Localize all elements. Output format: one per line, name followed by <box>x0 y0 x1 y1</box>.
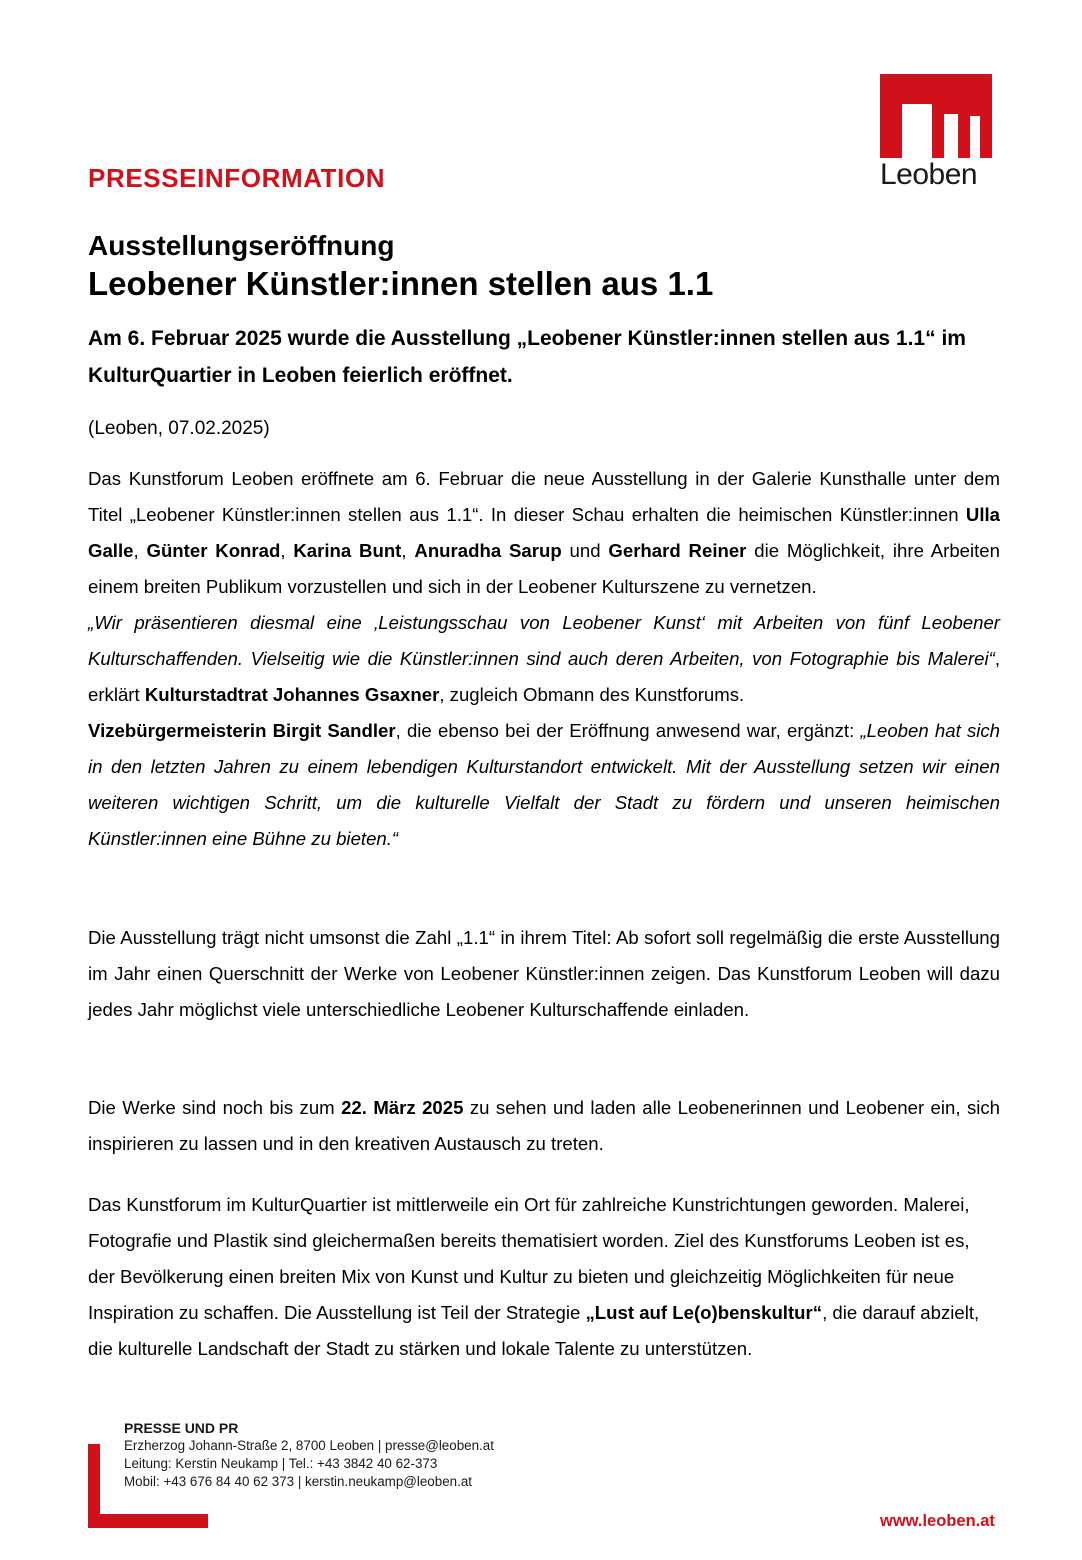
text-segment: Die Werke sind noch bis zum <box>88 1097 342 1118</box>
text-segment: , die ebenso bei der Eröffnung anwesend war, ergänzt: <box>395 720 861 741</box>
paragraph-1 <box>88 461 1000 857</box>
text-segment: , <box>401 540 415 561</box>
paragraph-2: Die Ausstellung trägt nicht umsonst die Zahl „1.1“ in ihrem Titel: Ab sofort soll regelmäßig die erste Ausstellung im Jahr einen Querschnitt der Werke von Leobener Künstler:innen zeigen. Das Kunstforum Leoben will dazu jedes Jahr möglichst viele unterschiedliche Leobener Kulturschaffende einladen. <box>88 927 1000 1020</box>
person-name: Vizebürgermeisterin Birgit Sandler <box>88 720 396 741</box>
text-segment: , <box>280 540 294 561</box>
footer-contact-line: Leitung: Kerstin Neukamp | Tel.: +43 3842 40 62-373 <box>124 1456 438 1471</box>
press-information-label: PRESSEINFORMATION <box>88 163 386 193</box>
dateline: (Leoben, 07.02.2025) <box>88 418 270 439</box>
text-segment: Das Kunstforum Leoben eröffnete am 6. Februar die neue Ausstellung in der Galerie Kunsthalle unter dem Titel „Leobener Künstler:innen stellen aus 1.1“. In dieser Schau erhalten die heimischen Künstler:innen <box>88 468 1000 525</box>
person-name: Kulturstadtrat Johannes Gsaxner <box>144 684 440 705</box>
logo-wordmark: Leoben <box>880 158 978 191</box>
text-segment: zu sehen und laden alle Leobenerinnen und Leobener ein, sich inspirieren zu lassen und in den kreativen Austausch zu treten. <box>88 1097 1001 1154</box>
quote-sandler: „Leoben hat sich in den letzten Jahren zu einem lebendigen Kulturstandort entwickelt. Mit der Ausstellung setzen wir einen weiteren wichtigen Schritt, um die kulturelle Vielfalt der Stadt zu fördern und unseren heimischen Künstler:innen eine Bühne zu bieten.“ <box>88 720 1001 849</box>
text-segment: , <box>133 540 147 561</box>
quote-gsaxner: „Wir präsentieren diesmal eine ‚Leistungsschau von Leobener Kunst‘ mit Arbeiten von fünf Leobener Kulturschaffenden. Vielseitig wie die Künstler:innen sind auch deren Arbeiten, von Fotographie bis Malerei“ <box>88 612 1000 669</box>
artist-name: Anuradha Sarup <box>414 540 562 561</box>
artist-name: Karina Bunt <box>293 540 402 561</box>
end-date: 22. März 2025 <box>341 1097 464 1118</box>
text-segment: die Möglichkeit, ihre Arbeiten einem breiten Publikum vorzustellen und sich in der Leobener Kulturszene zu vernetzen. <box>88 540 1000 597</box>
footer-mobile: Mobil: +43 676 84 40 62 373 | kerstin.neukamp@leoben.at <box>124 1474 472 1489</box>
footer-address: Erzherzog Johann-Straße 2, 8700 Leoben | presse@leoben.at <box>124 1438 494 1453</box>
footer-contact <box>124 1419 494 1491</box>
text-segment: Das Kunstforum im KulturQuartier ist mittlerweile ein Ort für zahlreiche Kunstrichtungen geworden. Malerei, Fotografie und Plastik sind gleichermaßen bereits thematisiert worden. Ziel des Kunstforums Leoben ist es, der Bevölkerung einen breiten Mix von Kunst und Kultur zu bieten und gleichzeitig Möglichkeiten für neue Inspiration zu schaffen. Die Ausstellung ist Teil der Strategie <box>88 1194 970 1323</box>
footer-title: PRESSE UND PR <box>124 1420 239 1436</box>
artist-name: Gerhard Reiner <box>608 540 747 561</box>
paragraph-4 <box>88 1187 1000 1367</box>
article-kicker: Ausstellungseröffnung <box>88 230 395 261</box>
website-link[interactable]: www.leoben.at <box>880 1512 995 1530</box>
text-segment: , die darauf abzielt, die kulturelle Landschaft der Stadt zu stärken und lokale Talente zu unterstützen. <box>88 1302 980 1359</box>
leoben-logo <box>878 74 994 194</box>
article-headline: Leobener Künstler:innen stellen aus 1.1 <box>88 265 714 302</box>
leoben-logo-mark-icon <box>878 74 994 158</box>
strategy-name: „Lust auf Le(o)benskultur“ <box>585 1302 823 1323</box>
text-segment: , erklärt <box>88 648 1000 705</box>
artist-name: Ulla Galle <box>88 504 1000 561</box>
paragraph-3 <box>88 1090 1000 1162</box>
text-segment: und <box>561 540 609 561</box>
article-lead: Am 6. Februar 2025 wurde die Ausstellung „Leobener Künstler:innen stellen aus 1.1“ im KulturQuartier in Leoben feierlich eröffnet. <box>88 327 966 387</box>
artist-name: Günter Konrad <box>146 540 281 561</box>
text-segment: , zugleich Obmann des Kunstforums. <box>439 684 745 705</box>
